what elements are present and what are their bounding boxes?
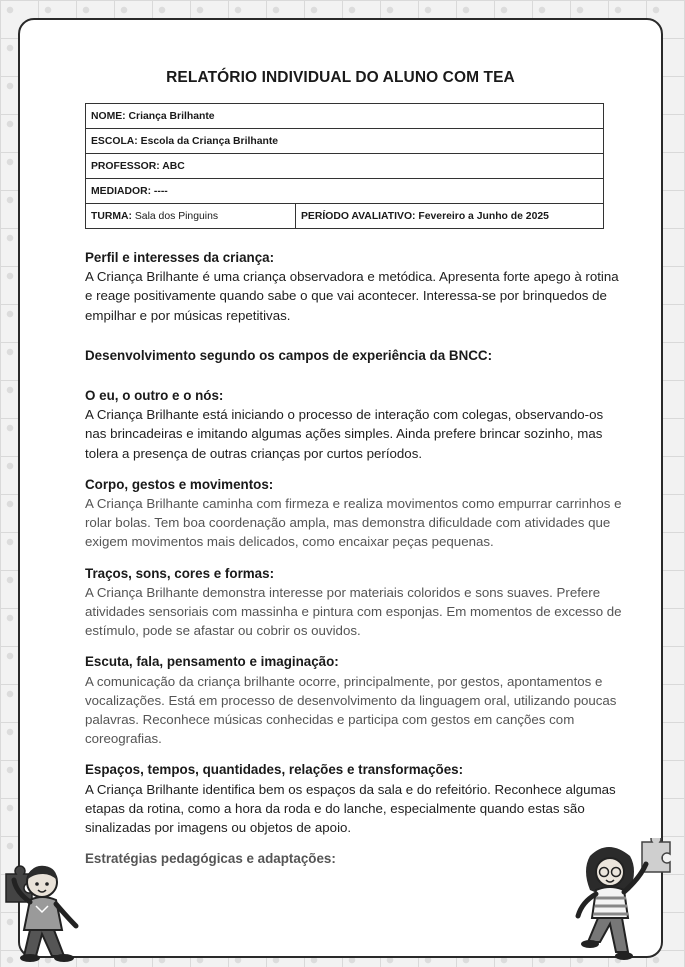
text-corpo: A Criança Brilhante caminha com firmeza e realiza movimentos como empurrar carrinhos e rolar bolas. Tem boa coordenação ampla, mas demonstra dificuldade com atividades que exigem movimentos mais delicados, como encaixar peças pequenas.: [85, 496, 622, 550]
info-row-escola: [86, 129, 604, 154]
info-row-nome: [86, 104, 604, 129]
heading-bncc: Desenvolvimento segundo os campos de experiência da BNCC:: [85, 347, 493, 363]
heading-perfil: Perfil e interesses da criança:: [85, 250, 275, 265]
girl-with-puzzle-piece-illustration: [568, 838, 678, 964]
text-espacos: A Criança Brilhante identifica bem os espaços da sala e do refeitório. Reconhece algumas etapas da rotina, como a hora da roda e do lanche, especialmente quando estas são sinalizadas por imagens ou objetos de apoio.: [85, 781, 616, 836]
field-mediador: MEDIADOR: ----: [86, 179, 604, 204]
heading-tracos: Traços, sons, cores e formas:: [85, 565, 275, 581]
field-nome: NOME: Criança Brilhante: [86, 104, 604, 129]
heading-escuta: Escuta, fala, pensamento e imaginação:: [85, 654, 339, 670]
turma-label: TURMA:: [91, 210, 132, 222]
report-title: RELATÓRIO INDIVIDUAL DO ALUNO COM TEA: [166, 69, 515, 86]
text-tracos: A Criança Brilhante demonstra interesse por materiais coloridos e sons suaves. Prefere atividades sensoriais com massinha e pintura com esponjas. Em momentos de excesso de estímulo, pode se afastar ou cobrir os ouvidos.: [85, 584, 622, 639]
info-row-mediador: [86, 179, 604, 204]
field-periodo: [296, 204, 604, 229]
info-row-professor: [86, 154, 604, 179]
info-row-turma-periodo: [86, 204, 604, 229]
field-professor: PROFESSOR: ABC: [86, 154, 604, 179]
report-content: [85, 248, 625, 868]
text-perfil: A Criança Brilhante é uma criança observadora e metódica. Apresenta forte apego à rotina e reage positivamente quando sabe o que vai acontecer. Interessa-se por brinquedos de empilhar e por músicas repetitivas.: [85, 269, 619, 323]
field-escola: ESCOLA: Escola da Criança Brilhante: [86, 129, 604, 154]
heading-eu-outro-nos: O eu, o outro e o nós:: [85, 388, 224, 404]
heading-espacos: Espaços, tempos, quantidades, relações e transformações:: [85, 762, 464, 778]
field-turma: [86, 204, 296, 229]
text-eu-outro-nos: A Criança Brilhante está iniciando o processo de interação com colegas, observando-os nas brincadeiras e imitando algumas ações simples. Ainda prefere brincar sozinho, mas tolera a presença de outras crianças por curtos períodos.: [85, 407, 604, 461]
turma-value: Sala dos Pinguins: [131, 210, 219, 222]
periodo-value: Fevereiro a Junho de 2025: [415, 210, 549, 222]
heading-corpo: Corpo, gestos e movimentos:: [85, 476, 274, 492]
boy-with-puzzle-piece-illustration: [0, 852, 100, 964]
heading-estrategias: Estratégias pedagógicas e adaptações:: [85, 851, 336, 867]
text-escuta: A comunicação da criança brilhante ocorre, principalmente, por gestos, apontamentos e vocalizações. Está em processo de desenvolvimento da linguagem oral, utilizando poucas palavras. Reconhece músicas conhecidas e participa com gestos em canções com coreografias.: [85, 673, 617, 747]
periodo-label: PERÍODO AVALIATIVO:: [301, 210, 416, 222]
student-info-table: [85, 103, 604, 229]
report-sheet: [18, 18, 663, 958]
